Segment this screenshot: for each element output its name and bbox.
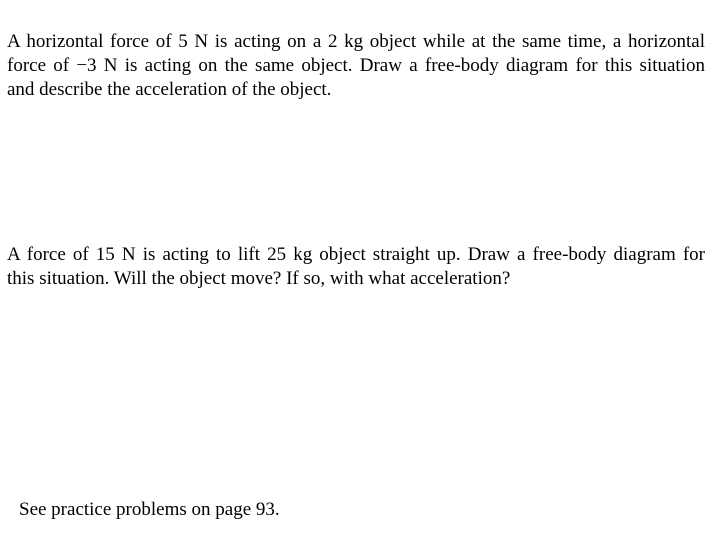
problem-1-line-2: force of −3 N is acting on the same object. Draw a free-body diagram for this situation (7, 55, 705, 76)
problem-1-line-1: A horizontal force of 5 N is acting on a 2 kg object while at the same time, a horizontal (7, 31, 705, 52)
problem-1-line-3: and describe the acceleration of the object. (7, 79, 332, 100)
problem-2-text (7, 243, 705, 291)
problem-2-line-2: this situation. Will the object move? If so, with what acceleration? (7, 268, 511, 289)
problem-1-text (7, 30, 705, 102)
problem-2-line-1: A force of 15 N is acting to lift 25 kg object straight up. Draw a free-body diagram for (7, 244, 705, 265)
practice-problems-note: See practice problems on page 93. (19, 499, 280, 520)
